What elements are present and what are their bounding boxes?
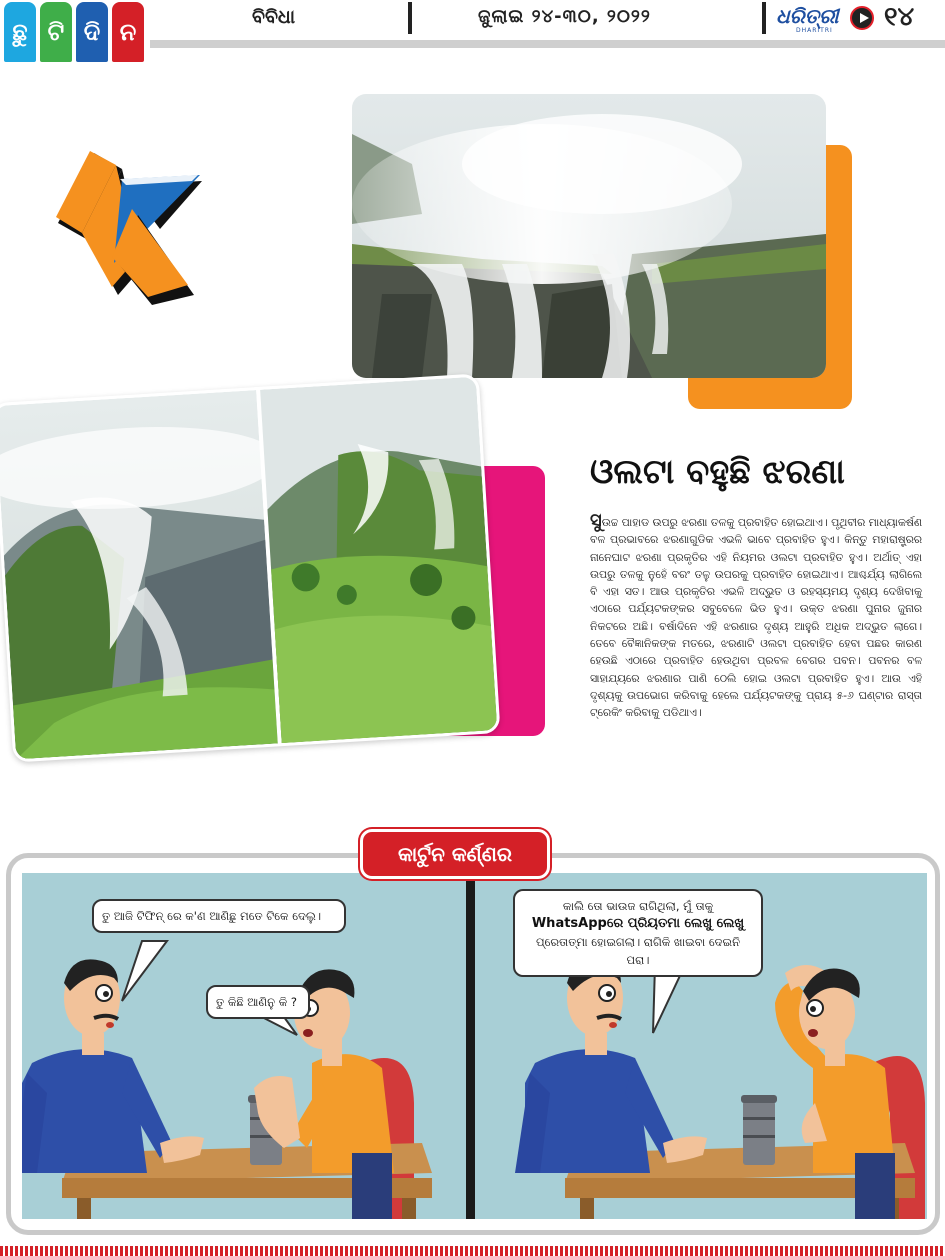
issue-date: ଜୁଲାଇ ୨୪-୩୦, ୨୦୨୨	[478, 6, 651, 27]
speech-bubble	[513, 889, 763, 977]
brand-logo: ଧରିତ୍ରୀ	[776, 4, 839, 28]
panel-divider	[466, 873, 475, 1219]
speech-text: ତୁ କିଛି ଆଣିନୁ କି ?	[216, 995, 297, 1009]
play-icon	[850, 6, 874, 30]
masthead-logo	[4, 2, 144, 62]
brand-subtitle: DHARITRI	[796, 27, 833, 34]
waterfall-photo-pair	[0, 373, 501, 762]
header-rule	[150, 40, 945, 48]
masthead-letter: ନ	[112, 2, 144, 62]
k-logo-icon	[52, 145, 212, 315]
article-headline: ଓଲଟା ବହୁଛି ଝରଣା	[590, 452, 845, 492]
speech-bubble	[92, 899, 346, 933]
cartoon-panel-2	[475, 873, 927, 1219]
header-divider	[408, 2, 412, 34]
header-divider	[762, 2, 766, 34]
masthead-letter: ଦି	[76, 2, 108, 62]
page-header	[0, 0, 945, 62]
waterfall-photo	[0, 377, 497, 760]
waterfall-photo	[352, 94, 826, 378]
masthead-letter: ଛୁ	[4, 2, 36, 62]
speech-text: ପ୍ରେତାତ୍ମା ହୋଇଗଲା। ରାଗିକି ଖାଇବା ଦେଇନି ପରା।	[535, 935, 741, 967]
speech-bubble	[206, 985, 310, 1019]
article-body	[590, 512, 922, 722]
masthead-letter: ଟି	[40, 2, 72, 62]
bottom-border	[0, 1246, 945, 1256]
page-number: ୧୪	[884, 2, 915, 32]
speech-text: କାଲି ତୋ ଭାଉଜ ରାଗିଥିଲା, ମୁଁ ତାକୁ	[562, 899, 714, 913]
cartoon-corner-title: କାର୍ଟୁନ କର୍ଣ୍ଣର	[360, 829, 550, 879]
article-text: ଉଚ୍ଚ ପାହାଡ ଉପରୁ ଝରଣା ତଳକୁ ପ୍ରବାହିତ ହୋଇଥାଏ। ପୃଥିବୀର ମାଧ୍ୟାକର୍ଷଣ ବଳ ପ୍ରଭାବରେ ଝରଣାଗୁଡିକ ଏଭଳି ଭାବେ ପ୍ରବାହିତ ହୁଏ। କିନ୍ତୁ ମହାରାଷ୍ଟ୍ରର ନାନେଘାଟ ଝରଣା ପ୍ରକୃତିର ଏହି ନିୟମର ଓଲଟା ପ୍ରବାହିତ ହୁଏ। ଅର୍ଥାତ୍ ଏହା ଉପରୁ ତଳକୁ ନୁହେଁ ବରଂ ତଳୁ ଉପରକୁ ପ୍ରବାହିତ ହୋଇଥାଏ। ଆଶ୍ଚର୍ଯ୍ୟ ଲାଗିଲେ ବି ଏହା ସତ। ଆଉ ପ୍ରକୃତିର ଏଭଳି ଅଦ୍ଭୁତ ଓ ରହସ୍ୟମୟ ଦୃଶ୍ୟ ଦେଖିବାକୁ ଏଠାରେ ପର୍ଯ୍ୟଟକଙ୍କର ସବୁବେଳେ ଭିଡ ହୁଏ। ଉକ୍ତ ଝରଣା ପୁନାର ଜୁନାର ନିକଟରେ ଅଛି। ବର୍ଷାଦିନେ ଏହି ଝରଣାର ଦୃଶ୍ୟ ଆହୁରି ଅଧିକ ଅଦ୍ଭୁତ ଲାଗେ। ତେବେ ବୈଜ୍ଞାନିକଙ୍କ ମତରେ, ଝରଣାଟି ଓଲଟା ପ୍ରବାହିତ ହେବା ପଛର କାରଣ ହେଉଛି ଏଠାରେ ପ୍ରବାହିତ ହେଉଥିବା ପ୍ରବଳ ବେଗର ପବନ। ପବନର ବଳ ସାହାଯ୍ୟରେ ଝରଣାର ପାଣି ଠେଲି ହୋଇ ଓଲଟା ପ୍ରବାହିତ ହୁଏ। ଆଉ ଏହି ଦୃଶ୍ୟକୁ ଉପଭୋଗ କରିବାକୁ ହେଲେ ପର୍ଯ୍ୟଟକଙ୍କୁ ପ୍ରାୟ ୫-୬ ଘଣ୍ଟାର ରାସ୍ତା ଟ୍ରେକିଂ କରିବାକୁ ପଡିଥାଏ।	[590, 516, 922, 720]
speech-text: ତୁ ଆଜି ଟିଫିନ୍ ରେ କ'ଣ ଆଣିଛୁ ମତେ ଟିକେ ଦେଲୁ।	[102, 909, 322, 923]
speech-text: WhatsAppରେ ପ୍ରିୟତମା ଲେଖୁ ଲେଖୁ	[531, 916, 745, 931]
article-dropcap: ସୁ	[590, 510, 602, 531]
section-name: ବିବିଧା	[252, 6, 296, 28]
cartoon-panel-1	[22, 873, 466, 1219]
